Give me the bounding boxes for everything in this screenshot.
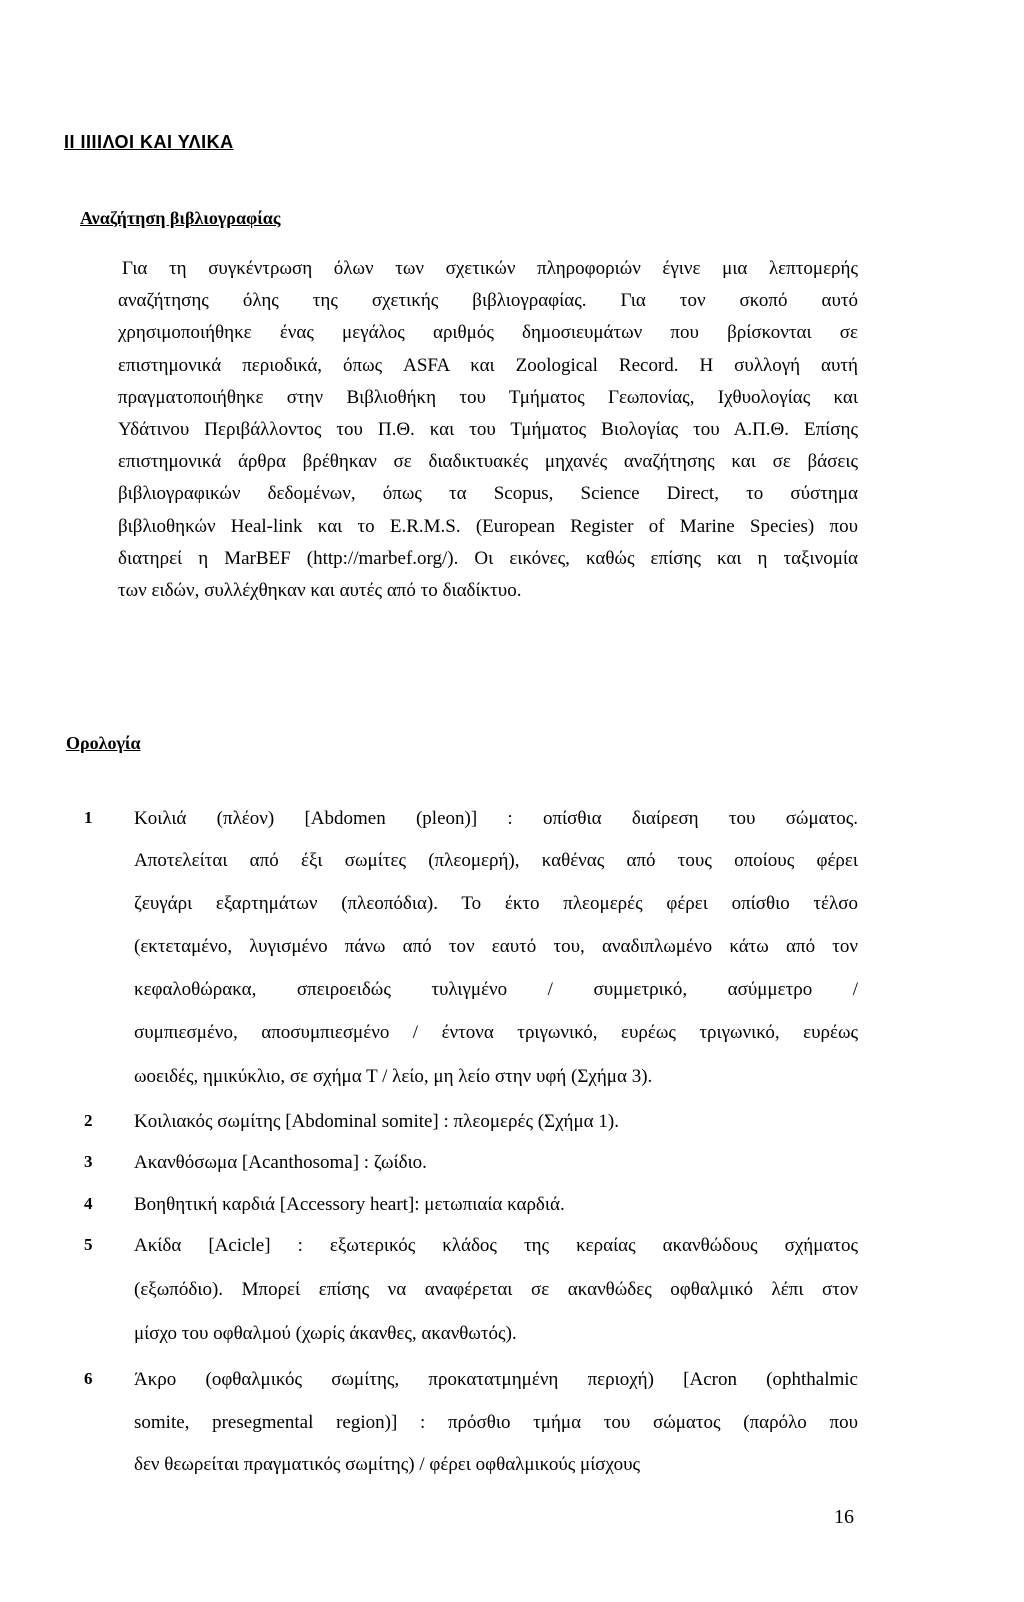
paragraph-line: Υδάτινου Περιβάλλοντος του Π.Θ. και του Τμήματος Βιολογίας του Α.Π.Θ. Επίσης xyxy=(118,419,858,440)
glossary-item-marker: 1 xyxy=(84,808,93,827)
glossary-item-line: Κοιλιά (πλέον) [Abdomen (pleon)] : οπίσθια διαίρεση του σώματος. xyxy=(134,808,858,829)
glossary-item-line: συμπιεσμένο, αποσυμπιεσμένο / έντονα τριγωνικό, ευρέως τριγωνικό, ευρέως xyxy=(134,1022,858,1043)
glossary-item-line: ζευγάρι εξαρτημάτων (πλεοπόδια). Το έκτο πλεομερές φέρει οπίσθιο τέλσο xyxy=(134,893,858,914)
glossary-item-line: μίσχο του οφθαλμού (χωρίς άκανθες, ακανθωτός). xyxy=(134,1323,517,1344)
paragraph-line: επιστημονικά περιοδικά, όπως ASFA και Zoological Record. Η συλλογή αυτή xyxy=(118,354,858,376)
subsection-title-terminology: Ορολογία xyxy=(66,733,141,753)
paragraph-line: χρησιμοποιήθηκε ένας μεγάλος αριθμός δημοσιευμάτων που βρίσκονται σε xyxy=(118,322,858,344)
glossary-item-line: δεν θεωρείται πραγματικός σωμίτης) / φέρει οφθαλμικούς μίσχους xyxy=(134,1454,640,1475)
glossary-item-line: Ακανθόσωμα [Acanthosoma] : ζωίδιο. xyxy=(134,1152,427,1173)
section-title: ΙΙ ΙΙΙΙΛΟΙ ΚΑΙ ΥΛΙΚΑ xyxy=(64,132,234,152)
subsection-title-literature: Αναζήτηση βιβλιογραφίας xyxy=(80,208,281,228)
paragraph-line: βιβλιογραφικών δεδομένων, όπως τα Scopus, Science Direct, το σύστημα xyxy=(118,483,858,505)
glossary-item-line: Βοηθητική καρδιά [Accessory heart]: μετωπιαία καρδιά. xyxy=(134,1194,565,1215)
paragraph-line: επιστημονικά άρθρα βρέθηκαν σε διαδικτυακές μηχανές αναζήτησης και σε βάσεις xyxy=(118,451,858,473)
paragraph-line: βιβλιοθηκών Heal-link και το E.R.M.S. (European Register of Marine Species) που xyxy=(118,515,858,537)
glossary-item-marker: 2 xyxy=(84,1111,93,1130)
glossary-item-marker: 3 xyxy=(84,1152,93,1171)
glossary-item-line: Αποτελείται από έξι σωμίτες (πλεομερή), καθένας από τους οποίους φέρει xyxy=(134,850,858,871)
paragraph-line: διατηρεί η MarBEF (http://marbef.org/). Οι εικόνες, καθώς επίσης και η ταξινομία xyxy=(118,547,858,569)
glossary-item-line: Κοιλιακός σωμίτης [Abdominal somite] : πλεομερές (Σχήμα 1). xyxy=(134,1111,619,1132)
glossary-item-line: Ακίδα [Acicle] : εξωτερικός κλάδος της κεραίας ακανθώδους σχήματος xyxy=(134,1235,858,1256)
glossary-item-line: (εξωπόδιο). Μπορεί επίσης να αναφέρεται σε ακανθώδες οφθαλμικό λέπι στον xyxy=(134,1279,858,1300)
paragraph-line: αναζήτησης όλης της σχετικής βιβλιογραφίας. Για τον σκοπό αυτό xyxy=(118,290,858,312)
glossary-item-line: somite, presegmental region)] : πρόσθιο τμήμα του σώματος (παρόλο που xyxy=(134,1412,858,1433)
glossary-item-line: (εκτεταμένο, λυγισμένο πάνω από τον εαυτό του, αναδιπλωμένο κάτω από τον xyxy=(134,936,858,957)
paragraph-line: πραγματοποιήθηκε στην Βιβλιοθήκη του Τμήματος Γεωπονίας, Ιχθυολογίας και xyxy=(118,386,858,408)
glossary-item-line: Άκρο (οφθαλμικός σωμίτης, προκατατμημένη περιοχή) [Acron (ophthalmic xyxy=(134,1369,858,1390)
glossary-item-marker: 5 xyxy=(84,1235,93,1254)
glossary-item-marker: 6 xyxy=(84,1369,93,1388)
glossary-item-line: κεφαλοθώρακα, σπειροειδώς τυλιγμένο / συμμετρικό, ασύμμετρο / xyxy=(134,979,858,1000)
glossary-item-marker: 4 xyxy=(84,1194,93,1213)
paragraph-line: Για τη συγκέντρωση όλων των σχετικών πληροφοριών έγινε μια λεπτομερής xyxy=(122,258,858,279)
paragraph-line: των ειδών, συλλέχθηκαν και αυτές από το διαδίκτυο. xyxy=(118,580,522,601)
glossary-item-line: ωοειδές, ημικύκλιο, σε σχήμα Τ / λείο, μη λείο στην υφή (Σχήμα 3). xyxy=(134,1066,653,1087)
page-number: 16 xyxy=(834,1506,854,1528)
